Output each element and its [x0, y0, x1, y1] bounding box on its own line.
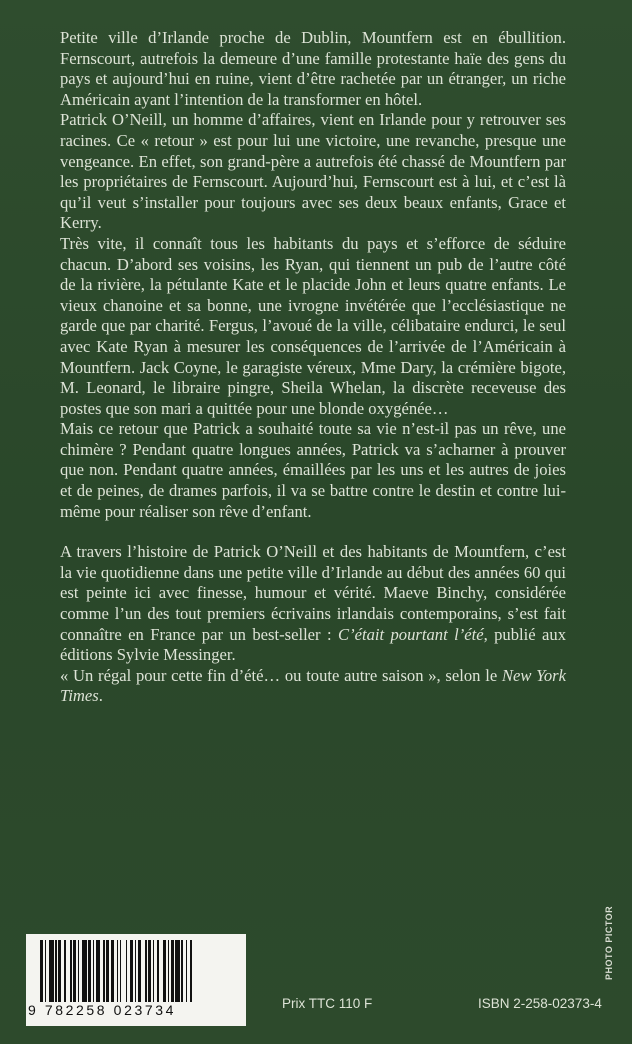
barcode [26, 934, 246, 1026]
blurb-paragraph-3: Très vite, il connaît tous les habitants du pays et s’efforce de séduire chacun. D’abord ses voisins, les Ryan, qui tiennent un pub de l’autre côté de la rivière, la pétulante Kate et le placide John et leurs quatre enfants. Le vieux chanoine et sa bonne, une ivrogne invétérée que l’ecclésiastique ne garde que par charité. Fergus, l’avoué de la ville, célibataire endurci, le seul avec Kate Ryan à mesurer les conséquences de l’arrivée de l’Américain à Mountfern. Jack Coyne, le garagiste véreux, Mme Dary, la crémière bigote, M. Leonard, le libraire pingre, Sheila Whelan, la discrète receveuse des postes que son mari a quittée pour une blonde oxygénée… [60, 233, 566, 418]
press-quote-source: New York Times [60, 665, 566, 706]
barcode-bars [40, 940, 236, 1002]
closing-text: A travers l’histoire de Patrick O’Neill et des habitants de Mountfern, c’est la vie quotidienne dans une petite ville d’Irlande au début des années 60 qui est peinte ici avec finesse, humour et vérité. Maeve Binchy, considérée comme l’un des tout premiers écrivains irlandais contemporains, s’est fait connaître en France par un best-seller : [60, 542, 566, 644]
blurb-paragraph-4: Mais ce retour que Patrick a souhaité toute sa vie n’est-il pas un rêve, une chimère ? Pendant quatre longues années, Patrick va s’acharner à prouver que non. Pendant quatre années, émaillées par les uns et les autres de joies et de peines, de drames parfois, il va se battre contre le destin et contre lui-même pour réaliser son rêve d’enfant. [60, 419, 566, 521]
blurb-text [60, 28, 566, 707]
press-quote-end: . [98, 686, 103, 706]
blurb-paragraph-1: Petite ville d’Irlande proche de Dublin, Mountfern est en ébullition. Fernscourt, autrefois la demeure d’une famille protestante haïe des gens du pays et aujourd’hui en ruine, vient d’être rachetée par un étranger, un riche Américain ayant l’intention de la transformer en hôtel. [60, 28, 566, 109]
photo-credit: PHOTO PICTOR [604, 905, 614, 980]
press-quote-text: « Un régal pour cette fin d’été… ou toute autre saison », selon le [60, 665, 502, 685]
barcode-digits: 9 782258 023734 [28, 1002, 176, 1018]
blurb-closing-paragraph [60, 542, 566, 666]
barcode-bar [192, 940, 194, 1002]
cited-book-title: C’était pourtant l’été [338, 624, 484, 644]
blurb-paragraph-2: Patrick O’Neill, un homme d’affaires, vient en Irlande pour y retrouver ses racines. Ce « retour » est pour lui une victoire, une revanche, presque une vengeance. En effet, son grand-père a autrefois été chassé de Mountfern par les propriétaires de Fernscourt. Aujourd’hui, Fernscourt est à lui, et c’est là qu’il veut s’installer pour toujours avec ses deux beaux enfants, Grace et Kerry. [60, 110, 566, 233]
price-label: Prix TTC 110 F [282, 996, 373, 1011]
press-quote [60, 666, 566, 707]
isbn-label: ISBN 2-258-02373-4 [478, 996, 602, 1011]
closing-text-end: , publié aux éditions Sylvie Messinger. [60, 624, 566, 665]
